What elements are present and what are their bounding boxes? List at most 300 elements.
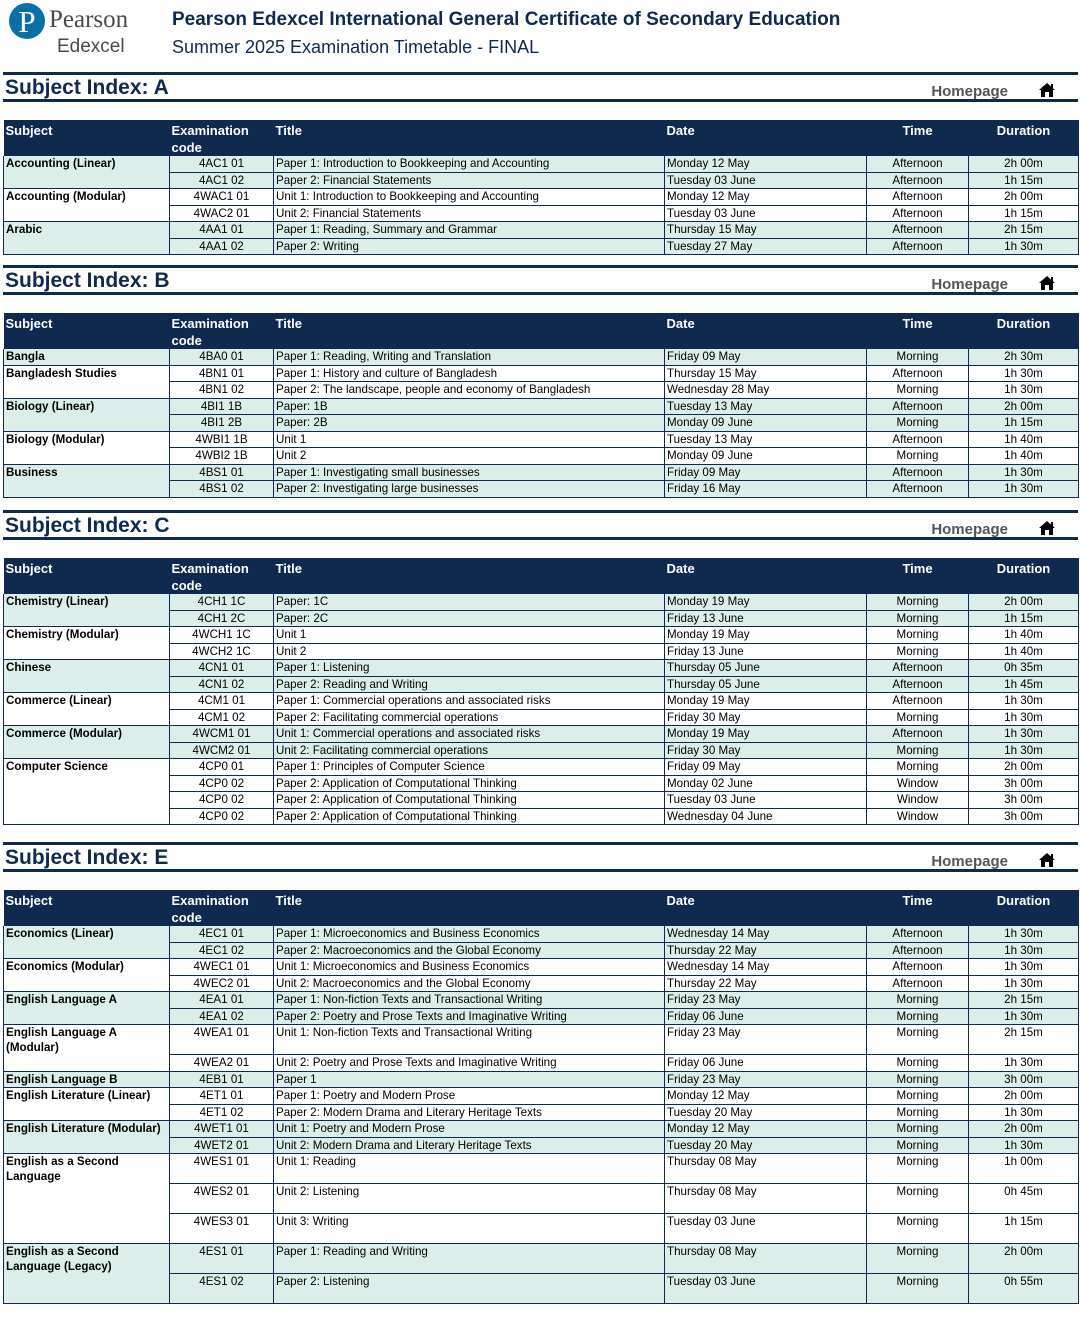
title-cell: Paper: 1C [274, 594, 665, 610]
title-cell: Paper 1: Commercial operations and associated risks [274, 693, 665, 710]
homepage-link[interactable]: Homepage [931, 83, 1008, 100]
title-cell: Paper: 2C [274, 610, 665, 627]
duration-cell: 3h 00m [969, 792, 1079, 809]
date-cell: Tuesday 27 May [665, 238, 867, 255]
subject-cell: Chemistry (Modular) [4, 627, 170, 660]
time-cell: Afternoon [867, 172, 969, 189]
time-cell: Morning [867, 594, 969, 610]
title-cell: Paper 1 [274, 1071, 665, 1088]
code-cell: 4WES3 01 [170, 1214, 274, 1244]
subject-cell: Chinese [4, 660, 170, 693]
title-cell: Paper 1: Poetry and Modern Prose [274, 1088, 665, 1105]
code-cell: 4EC1 02 [170, 942, 274, 959]
duration-cell: 1h 40m [969, 431, 1079, 448]
time-cell: Afternoon [867, 975, 969, 992]
date-cell: Tuesday 13 May [665, 398, 867, 415]
column-header-code-line2: code [171, 333, 202, 348]
time-cell: Morning [867, 627, 969, 644]
duration-cell: 1h 15m [969, 205, 1079, 222]
date-cell: Monday 12 May [665, 1121, 867, 1138]
date-cell: Wednesday 14 May [665, 959, 867, 976]
duration-cell: 2h 15m [969, 1025, 1079, 1055]
code-cell: 4WEC2 01 [170, 975, 274, 992]
title-cell: Unit 2: Financial Statements [274, 205, 665, 222]
duration-cell: 1h 30m [969, 464, 1079, 481]
title-cell: Paper 2: The landscape, people and economy of Bangladesh [274, 382, 665, 399]
time-cell: Afternoon [867, 238, 969, 255]
duration-cell: 1h 40m [969, 627, 1079, 644]
duration-cell: 1h 15m [969, 172, 1079, 189]
subject-cell: Biology (Modular) [4, 431, 170, 464]
code-cell: 4CM1 02 [170, 709, 274, 726]
column-header-title: Title [274, 313, 665, 349]
code-cell: 4WAC2 01 [170, 205, 274, 222]
document-subtitle: Summer 2025 Examination Timetable - FINAL [172, 37, 540, 57]
table-row [4, 1244, 1079, 1274]
timetable-table [3, 120, 1079, 255]
subject-cell: Arabic [4, 222, 170, 255]
code-cell: 4WAC1 01 [170, 189, 274, 206]
table-row [4, 726, 1079, 743]
column-header-duration: Duration [969, 313, 1079, 349]
time-cell: Morning [867, 1154, 969, 1184]
code-cell: 4BN1 01 [170, 365, 274, 382]
title-cell: Paper 1: Listening [274, 660, 665, 677]
time-cell: Morning [867, 415, 969, 432]
time-cell: Afternoon [867, 481, 969, 498]
duration-cell: 1h 30m [969, 1104, 1079, 1121]
title-cell: Paper 2: Poetry and Prose Texts and Imaginative Writing [274, 1008, 665, 1025]
date-cell: Thursday 15 May [665, 222, 867, 239]
column-header-code-line1: Examination [171, 316, 249, 331]
duration-cell: 1h 30m [969, 481, 1079, 498]
time-cell: Morning [867, 349, 969, 365]
column-header-duration: Duration [969, 558, 1079, 594]
subject-cell: English as a Second Language [4, 1154, 170, 1244]
code-cell: 4WET2 01 [170, 1137, 274, 1154]
table-row [4, 959, 1079, 976]
title-cell: Paper: 1B [274, 398, 665, 415]
duration-cell: 1h 00m [969, 1154, 1079, 1184]
date-cell: Tuesday 03 June [665, 1214, 867, 1244]
column-header-title: Title [274, 890, 665, 926]
date-cell: Friday 13 June [665, 643, 867, 660]
title-cell: Paper 1: Reading, Writing and Translation [274, 349, 665, 365]
table-row [4, 156, 1079, 172]
subject-cell: Commerce (Linear) [4, 693, 170, 726]
column-header-duration: Duration [969, 120, 1079, 156]
code-cell: 4BS1 01 [170, 464, 274, 481]
date-cell: Monday 12 May [665, 189, 867, 206]
date-cell: Friday 06 June [665, 1055, 867, 1072]
column-header-subject: Subject [4, 120, 170, 156]
column-header-code-line2: code [171, 578, 202, 593]
home-icon[interactable] [1038, 82, 1056, 98]
duration-cell: 0h 35m [969, 660, 1079, 677]
time-cell: Morning [867, 1121, 969, 1138]
date-cell: Thursday 08 May [665, 1154, 867, 1184]
table-row [4, 759, 1079, 776]
duration-cell: 2h 15m [969, 222, 1079, 239]
time-cell: Morning [867, 1071, 969, 1088]
title-cell: Paper: 2B [274, 415, 665, 432]
table-row [4, 398, 1079, 415]
time-cell: Morning [867, 992, 969, 1009]
time-cell: Afternoon [867, 676, 969, 693]
code-cell: 4ES1 01 [170, 1244, 274, 1274]
title-cell: Unit 2: Modern Drama and Literary Heritage Texts [274, 1137, 665, 1154]
subject-cell: English Literature (Modular) [4, 1121, 170, 1154]
date-cell: Thursday 22 May [665, 942, 867, 959]
time-cell: Afternoon [867, 464, 969, 481]
table-row [4, 222, 1079, 239]
title-cell: Paper 1: Principles of Computer Science [274, 759, 665, 776]
section-c [3, 510, 1078, 825]
code-cell: 4WEA2 01 [170, 1055, 274, 1072]
title-cell: Paper 1: Non-fiction Texts and Transactional Writing [274, 992, 665, 1009]
logo-word-edexcel: Edexcel [57, 36, 125, 57]
table-row [4, 1154, 1079, 1184]
time-cell: Morning [867, 1104, 969, 1121]
duration-cell: 2h 00m [969, 1121, 1079, 1138]
code-cell: 4CM1 01 [170, 693, 274, 710]
column-header-code [170, 890, 274, 926]
subject-cell: Bangladesh Studies [4, 365, 170, 398]
timetable-table [3, 558, 1079, 825]
date-cell: Friday 16 May [665, 481, 867, 498]
code-cell: 4CH1 1C [170, 594, 274, 610]
column-header-subject: Subject [4, 313, 170, 349]
subject-cell: English Language B [4, 1071, 170, 1088]
time-cell: Morning [867, 759, 969, 776]
code-cell: 4CP0 02 [170, 808, 274, 825]
home-icon[interactable] [1038, 852, 1056, 868]
title-cell: Paper 1: Investigating small businesses [274, 464, 665, 481]
column-header-time: Time [867, 890, 969, 926]
timetable-table [3, 313, 1079, 498]
table-row [4, 365, 1079, 382]
code-cell: 4CN1 01 [170, 660, 274, 677]
date-cell: Tuesday 03 June [665, 172, 867, 189]
duration-cell: 1h 30m [969, 382, 1079, 399]
duration-cell: 1h 30m [969, 926, 1079, 942]
subject-cell: Economics (Modular) [4, 959, 170, 992]
subject-cell: English Language A [4, 992, 170, 1025]
date-cell: Tuesday 13 May [665, 431, 867, 448]
home-icon[interactable] [1038, 275, 1056, 291]
subject-cell: Accounting (Modular) [4, 189, 170, 222]
date-cell: Tuesday 20 May [665, 1104, 867, 1121]
title-cell: Unit 2: Poetry and Prose Texts and Imaginative Writing [274, 1055, 665, 1072]
column-header-code-line1: Examination [171, 893, 249, 908]
time-cell: Morning [867, 382, 969, 399]
date-cell: Monday 02 June [665, 775, 867, 792]
title-cell: Paper 1: Introduction to Bookkeeping and Accounting [274, 156, 665, 172]
date-cell: Friday 30 May [665, 709, 867, 726]
title-cell: Paper 2: Facilitating commercial operations [274, 709, 665, 726]
duration-cell: 1h 15m [969, 1214, 1079, 1244]
column-header-code [170, 120, 274, 156]
duration-cell: 1h 30m [969, 942, 1079, 959]
column-header-date: Date [665, 120, 867, 156]
table-row [4, 189, 1079, 206]
column-header-code-line2: code [171, 910, 202, 925]
time-cell: Morning [867, 1008, 969, 1025]
time-cell: Window [867, 775, 969, 792]
title-cell: Paper 2: Writing [274, 238, 665, 255]
subject-cell: Computer Science [4, 759, 170, 825]
logo-word-pearson: Pearson [49, 6, 129, 33]
date-cell: Friday 06 June [665, 1008, 867, 1025]
table-row [4, 1025, 1079, 1055]
section-e [3, 842, 1078, 1304]
table-header-row [4, 313, 1079, 349]
duration-cell: 0h 45m [969, 1184, 1079, 1214]
time-cell: Afternoon [867, 942, 969, 959]
column-header-date: Date [665, 313, 867, 349]
document-header [0, 0, 1080, 68]
code-cell: 4ES1 02 [170, 1274, 274, 1304]
duration-cell: 1h 30m [969, 1008, 1079, 1025]
title-cell: Unit 3: Writing [274, 1214, 665, 1244]
code-cell: 4AC1 02 [170, 172, 274, 189]
title-cell: Unit 1: Commercial operations and associated risks [274, 726, 665, 743]
column-header-time: Time [867, 120, 969, 156]
column-header-subject: Subject [4, 890, 170, 926]
duration-cell: 2h 15m [969, 992, 1079, 1009]
document-title: Pearson Edexcel International General Certificate of Secondary Education [172, 9, 841, 30]
subject-cell: Business [4, 464, 170, 497]
title-cell: Paper 2: Application of Computational Thinking [274, 775, 665, 792]
code-cell: 4CP0 02 [170, 792, 274, 809]
subject-cell: Commerce (Modular) [4, 726, 170, 759]
home-icon[interactable] [1038, 520, 1056, 536]
section-a [3, 72, 1078, 255]
table-row [4, 464, 1079, 481]
title-cell: Paper 2: Application of Computational Thinking [274, 792, 665, 809]
date-cell: Wednesday 14 May [665, 926, 867, 942]
title-cell: Paper 2: Reading and Writing [274, 676, 665, 693]
title-cell: Unit 1: Poetry and Modern Prose [274, 1121, 665, 1138]
code-cell: 4ET1 01 [170, 1088, 274, 1105]
table-row [4, 349, 1079, 365]
time-cell: Morning [867, 1137, 969, 1154]
time-cell: Afternoon [867, 398, 969, 415]
section-title: Subject Index: A [5, 76, 169, 99]
title-cell: Unit 1: Introduction to Bookkeeping and Accounting [274, 189, 665, 206]
duration-cell: 1h 30m [969, 726, 1079, 743]
date-cell: Friday 09 May [665, 759, 867, 776]
time-cell: Afternoon [867, 365, 969, 382]
date-cell: Thursday 08 May [665, 1184, 867, 1214]
subject-cell: English as a Second Language (Legacy) [4, 1244, 170, 1304]
time-cell: Morning [867, 1214, 969, 1244]
time-cell: Afternoon [867, 693, 969, 710]
code-cell: 4CP0 01 [170, 759, 274, 776]
time-cell: Afternoon [867, 431, 969, 448]
date-cell: Thursday 05 June [665, 660, 867, 677]
time-cell: Morning [867, 448, 969, 465]
duration-cell: 1h 30m [969, 365, 1079, 382]
title-cell: Unit 2: Macroeconomics and the Global Economy [274, 975, 665, 992]
code-cell: 4WCM1 01 [170, 726, 274, 743]
date-cell: Monday 19 May [665, 594, 867, 610]
column-header-date: Date [665, 890, 867, 926]
time-cell: Morning [867, 1274, 969, 1304]
duration-cell: 1h 30m [969, 1137, 1079, 1154]
title-cell: Unit 1: Non-fiction Texts and Transactional Writing [274, 1025, 665, 1055]
title-cell: Paper 2: Application of Computational Thinking [274, 808, 665, 825]
code-cell: 4ET1 02 [170, 1104, 274, 1121]
date-cell: Monday 12 May [665, 156, 867, 172]
homepage-link[interactable]: Homepage [931, 521, 1008, 538]
time-cell: Window [867, 792, 969, 809]
section-heading-bar [3, 72, 1078, 102]
homepage-link[interactable]: Homepage [931, 276, 1008, 293]
table-row [4, 1071, 1079, 1088]
duration-cell: 1h 30m [969, 1055, 1079, 1072]
code-cell: 4BS1 02 [170, 481, 274, 498]
date-cell: Wednesday 04 June [665, 808, 867, 825]
table-row [4, 431, 1079, 448]
date-cell: Monday 19 May [665, 693, 867, 710]
code-cell: 4CN1 02 [170, 676, 274, 693]
section-heading-bar [3, 265, 1078, 295]
code-cell: 4BA0 01 [170, 349, 274, 365]
code-cell: 4EA1 02 [170, 1008, 274, 1025]
duration-cell: 0h 55m [969, 1274, 1079, 1304]
date-cell: Monday 19 May [665, 627, 867, 644]
time-cell: Morning [867, 1088, 969, 1105]
homepage-link[interactable]: Homepage [931, 853, 1008, 870]
date-cell: Friday 23 May [665, 1025, 867, 1055]
subject-cell: English Literature (Linear) [4, 1088, 170, 1121]
code-cell: 4WBI2 1B [170, 448, 274, 465]
column-header-title: Title [274, 558, 665, 594]
time-cell: Morning [867, 1244, 969, 1274]
section-heading-bar [3, 510, 1078, 540]
time-cell: Afternoon [867, 726, 969, 743]
column-header-code-line1: Examination [171, 561, 249, 576]
title-cell: Paper 2: Financial Statements [274, 172, 665, 189]
section-title: Subject Index: B [5, 269, 170, 292]
duration-cell: 2h 30m [969, 349, 1079, 365]
code-cell: 4EA1 01 [170, 992, 274, 1009]
date-cell: Friday 30 May [665, 742, 867, 759]
time-cell: Afternoon [867, 156, 969, 172]
title-cell: Unit 2: Listening [274, 1184, 665, 1214]
duration-cell: 1h 40m [969, 643, 1079, 660]
column-header-code-line2: code [171, 140, 202, 155]
time-cell: Afternoon [867, 660, 969, 677]
title-cell: Paper 1: History and culture of Bangladesh [274, 365, 665, 382]
title-cell: Unit 2 [274, 448, 665, 465]
date-cell: Monday 12 May [665, 1088, 867, 1105]
date-cell: Thursday 22 May [665, 975, 867, 992]
table-header-row [4, 890, 1079, 926]
duration-cell: 3h 00m [969, 775, 1079, 792]
duration-cell: 1h 45m [969, 676, 1079, 693]
duration-cell: 2h 00m [969, 594, 1079, 610]
duration-cell: 2h 00m [969, 189, 1079, 206]
time-cell: Morning [867, 1184, 969, 1214]
subject-cell: Biology (Linear) [4, 398, 170, 431]
code-cell: 4BI1 2B [170, 415, 274, 432]
time-cell: Afternoon [867, 959, 969, 976]
column-header-code [170, 313, 274, 349]
pearson-logo-letter: P [18, 4, 36, 39]
column-header-code-line1: Examination [171, 123, 249, 138]
date-cell: Friday 09 May [665, 464, 867, 481]
subject-cell: Accounting (Linear) [4, 156, 170, 189]
duration-cell: 2h 00m [969, 156, 1079, 172]
date-cell: Tuesday 03 June [665, 1274, 867, 1304]
time-cell: Afternoon [867, 222, 969, 239]
title-cell: Unit 1 [274, 627, 665, 644]
title-cell: Paper 1: Microeconomics and Business Economics [274, 926, 665, 942]
code-cell: 4AA1 02 [170, 238, 274, 255]
duration-cell: 1h 15m [969, 610, 1079, 627]
date-cell: Wednesday 28 May [665, 382, 867, 399]
date-cell: Tuesday 03 June [665, 205, 867, 222]
code-cell: 4AA1 01 [170, 222, 274, 239]
date-cell: Thursday 08 May [665, 1244, 867, 1274]
code-cell: 4WES1 01 [170, 1154, 274, 1184]
table-header-row [4, 120, 1079, 156]
time-cell: Morning [867, 610, 969, 627]
date-cell: Thursday 15 May [665, 365, 867, 382]
title-cell: Unit 1: Microeconomics and Business Economics [274, 959, 665, 976]
table-row [4, 926, 1079, 942]
title-cell: Unit 2 [274, 643, 665, 660]
subject-cell: Chemistry (Linear) [4, 594, 170, 627]
time-cell: Morning [867, 1055, 969, 1072]
duration-cell: 2h 00m [969, 1088, 1079, 1105]
duration-cell: 3h 00m [969, 808, 1079, 825]
time-cell: Morning [867, 709, 969, 726]
title-cell: Paper 2: Listening [274, 1274, 665, 1304]
date-cell: Monday 09 June [665, 448, 867, 465]
code-cell: 4WEC1 01 [170, 959, 274, 976]
column-header-time: Time [867, 558, 969, 594]
table-row [4, 627, 1079, 644]
title-cell: Unit 2: Facilitating commercial operations [274, 742, 665, 759]
title-cell: Paper 2: Investigating large businesses [274, 481, 665, 498]
duration-cell: 1h 40m [969, 448, 1079, 465]
table-header-row [4, 558, 1079, 594]
duration-cell: 1h 30m [969, 693, 1079, 710]
duration-cell: 1h 30m [969, 709, 1079, 726]
title-cell: Unit 1 [274, 431, 665, 448]
title-cell: Paper 2: Modern Drama and Literary Heritage Texts [274, 1104, 665, 1121]
section-b [3, 265, 1078, 498]
code-cell: 4WBI1 1B [170, 431, 274, 448]
time-cell: Afternoon [867, 205, 969, 222]
column-header-subject: Subject [4, 558, 170, 594]
section-title: Subject Index: C [5, 514, 170, 537]
subject-cell: English Language A (Modular) [4, 1025, 170, 1072]
duration-cell: 3h 00m [969, 1071, 1079, 1088]
column-header-duration: Duration [969, 890, 1079, 926]
title-cell: Paper 2: Macroeconomics and the Global Economy [274, 942, 665, 959]
date-cell: Tuesday 03 June [665, 792, 867, 809]
time-cell: Afternoon [867, 926, 969, 942]
subject-cell: Economics (Linear) [4, 926, 170, 959]
code-cell: 4WEA1 01 [170, 1025, 274, 1055]
date-cell: Tuesday 20 May [665, 1137, 867, 1154]
duration-cell: 1h 15m [969, 415, 1079, 432]
time-cell: Morning [867, 742, 969, 759]
